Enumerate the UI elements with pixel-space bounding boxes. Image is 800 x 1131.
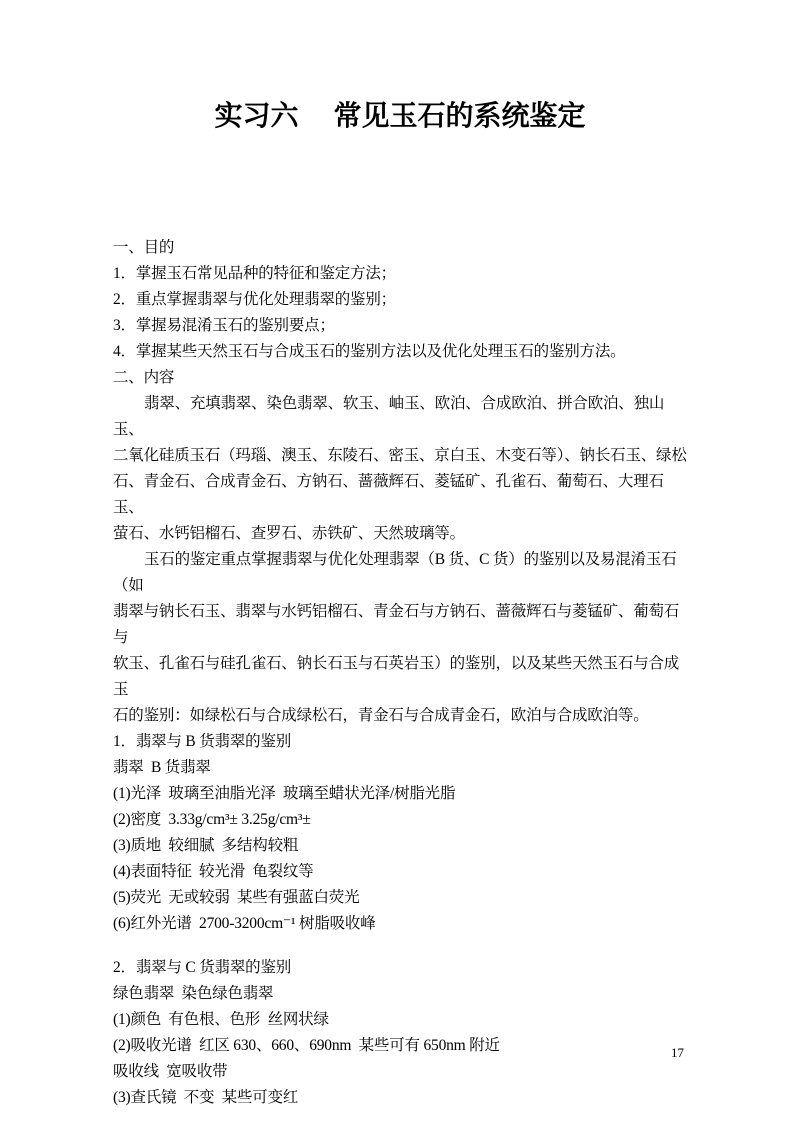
- text-line: 玉石的鉴定重点掌握翡翠与优化处理翡翠（B 货、C 货）的鉴别以及易混淆玉石（如: [113, 551, 677, 594]
- text-line: 1．掌握玉石常见品种的特征和鉴定方法；: [113, 265, 396, 282]
- text-line: 绿色翡翠 染色绿色翡翠: [113, 985, 274, 1002]
- text-line: 翡翠 B 货翡翠: [113, 759, 211, 776]
- document-body: [113, 235, 691, 1111]
- text-line: 1．翡翠与 B 货翡翠的鉴别: [113, 733, 292, 750]
- title-chapter: 实习六: [214, 99, 299, 132]
- text-line: (2)吸收光谱 红区 630、660、690nm 某些可有 650nm 附近: [113, 1037, 500, 1054]
- text-line: 萤石、水钙铝榴石、查罗石、赤铁矿、天然玻璃等。: [113, 525, 465, 542]
- text-line: 一、目的: [113, 239, 175, 256]
- page-number: 17: [671, 1045, 684, 1060]
- text-line: 2．翡翠与 C 货翡翠的鉴别: [113, 959, 292, 976]
- text-line: 翡翠与钠长石玉、翡翠与水钙铝榴石、青金石与方钠石、蔷薇辉石与菱锰矿、葡萄石与: [113, 603, 680, 646]
- text-line: 二氧化硅质玉石（玛瑙、澳玉、东陵石、密玉、京白玉、木变石等）、钠长石玉、绿松: [113, 447, 687, 464]
- text-line: 吸收线 宽吸收带: [113, 1063, 228, 1080]
- text-line: (4)表面特征 较光滑 龟裂纹等: [113, 863, 314, 880]
- page-title: [0, 99, 800, 133]
- text-line: 软玉、孔雀石与硅孔雀石、钠长石玉与石英岩玉）的鉴别，以及某些天然玉石与合成玉: [113, 655, 680, 698]
- text-line: 石、青金石、合成青金石、方钠石、蔷薇辉石、菱锰矿、孔雀石、葡萄石、大理石玉、: [113, 473, 664, 516]
- text-line: 翡翠、充填翡翠、染色翡翠、软玉、岫玉、欧泊、合成欧泊、拼合欧泊、独山玉、: [113, 395, 665, 438]
- text-line: 石的鉴别：如绿松石与合成绿松石，青金石与合成青金石，欧泊与合成欧泊等。: [113, 707, 649, 724]
- text-line: (1)颜色 有色根、色形 丝网状绿: [113, 1011, 329, 1028]
- text-line: 二、内容: [113, 369, 175, 386]
- text-line: (6)红外光谱 2700-3200cm⁻¹ 树脂吸收峰: [113, 915, 376, 932]
- title-text: 常见玉石的系统鉴定: [333, 99, 586, 132]
- text-line: (3)质地 较细腻 多结构较粗: [113, 837, 299, 854]
- text-line: (2)密度 3.33g/cm³± 3.25g/cm³±: [113, 811, 311, 828]
- text-line: (5)荧光 无或较弱 某些有强蓝白荧光: [113, 889, 360, 906]
- text-line: (1)光泽 玻璃至油脂光泽 玻璃至蜡状光泽/树脂光脂: [113, 785, 456, 802]
- text-line: 2．重点掌握翡翠与优化处理翡翠的鉴别；: [113, 291, 396, 308]
- text-line: 3．掌握易混淆玉石的鉴别要点；: [113, 317, 335, 334]
- text-line: 4．掌握某些天然玉石与合成玉石的鉴别方法以及优化处理玉石的鉴别方法。: [113, 343, 626, 360]
- text-line: (3)查氏镜 不变 某些可变红: [113, 1089, 299, 1106]
